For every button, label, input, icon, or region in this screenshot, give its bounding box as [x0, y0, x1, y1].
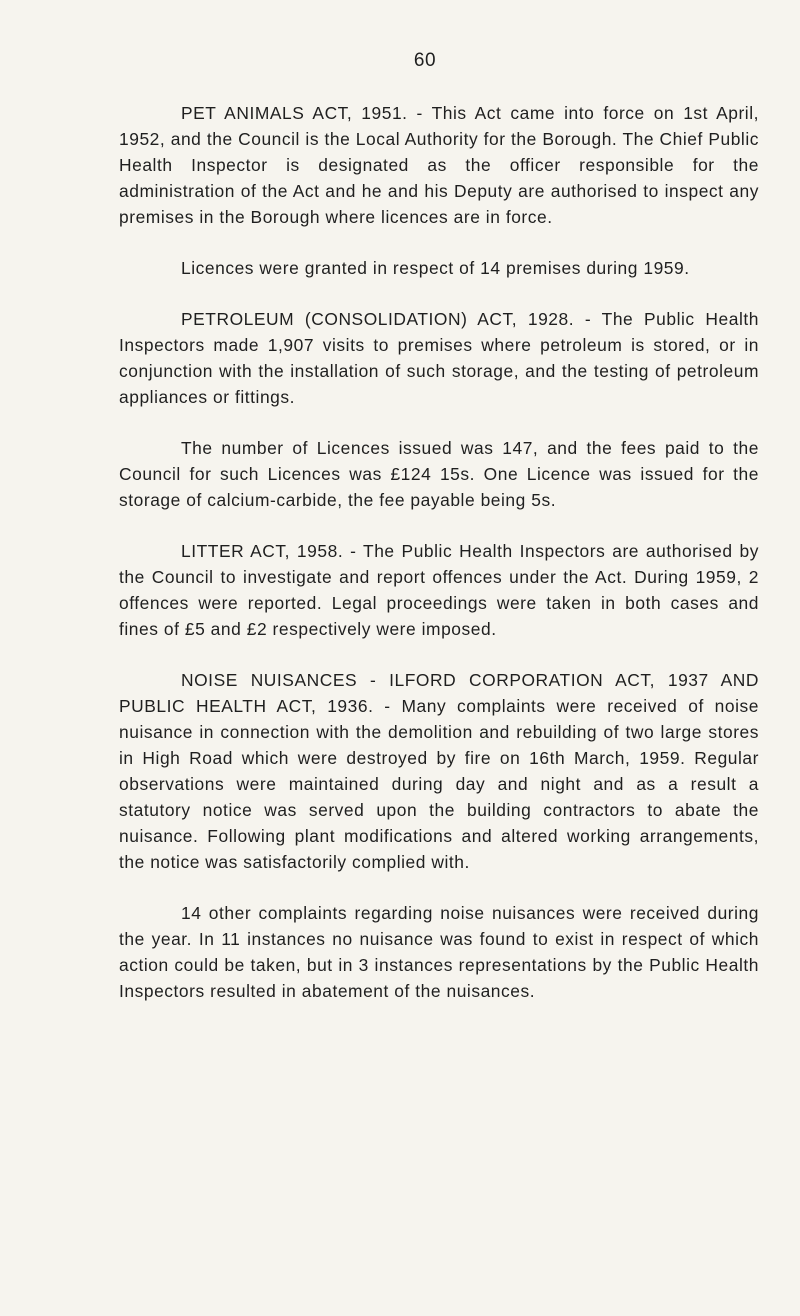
paragraph-pet-animals-act: PET ANIMALS ACT, 1951. - This Act came into force on 1st April, 1952, and the Council is the Local Authority for the Borough. The Chief Public Health Inspector is designated as the officer responsible for the administration of the Act and he and his Deputy are authorised to inspect any premises in the Borough where licences are in force.: [119, 103, 759, 227]
paragraph-other-noise-complaints: 14 other complaints regarding noise nuisances were received during the year. In 11 instances no nuisance was found to exist in respect of which action could be taken, but in 3 instances representations by the Public Health Inspectors resulted in abatement of the nuisances.: [119, 903, 759, 1001]
paragraph-noise-nuisances-act: NOISE NUISANCES - ILFORD CORPORATION ACT, 1937 AND PUBLIC HEALTH ACT, 1936. - Many complaints were received of noise nuisance in connection with the demolition and rebuilding of two large stores in High Road which were destroyed by fire on 16th March, 1959. Regular observations were maintained during day and night and as a result a statutory notice was served upon the building contractors to abate the nuisance. Following plant modifications and altered working arrangements, the notice was satisfactorily complied with.: [119, 670, 759, 872]
body-text: [119, 100, 759, 1029]
paragraph-petroleum-act: PETROLEUM (CONSOLIDATION) ACT, 1928. - The Public Health Inspectors made 1,907 visits to premises where petroleum is stored, or in conjunction with the installation of such storage, and the testing of petroleum appliances or fittings.: [119, 309, 759, 407]
paragraph-litter-act: LITTER ACT, 1958. - The Public Health Inspectors are authorised by the Council to investigate and report offences under the Act. During 1959, 2 offences were reported. Legal proceedings were taken in both cases and fines of £5 and £2 respectively were imposed.: [119, 541, 759, 639]
paragraph-petroleum-licences: The number of Licences issued was 147, and the fees paid to the Council for such Licences was £124 15s. One Licence was issued for the storage of calcium-carbide, the fee payable being 5s.: [119, 438, 759, 510]
paragraph-licences-granted: Licences were granted in respect of 14 premises during 1959.: [181, 258, 690, 278]
page-number: 60: [413, 50, 437, 71]
